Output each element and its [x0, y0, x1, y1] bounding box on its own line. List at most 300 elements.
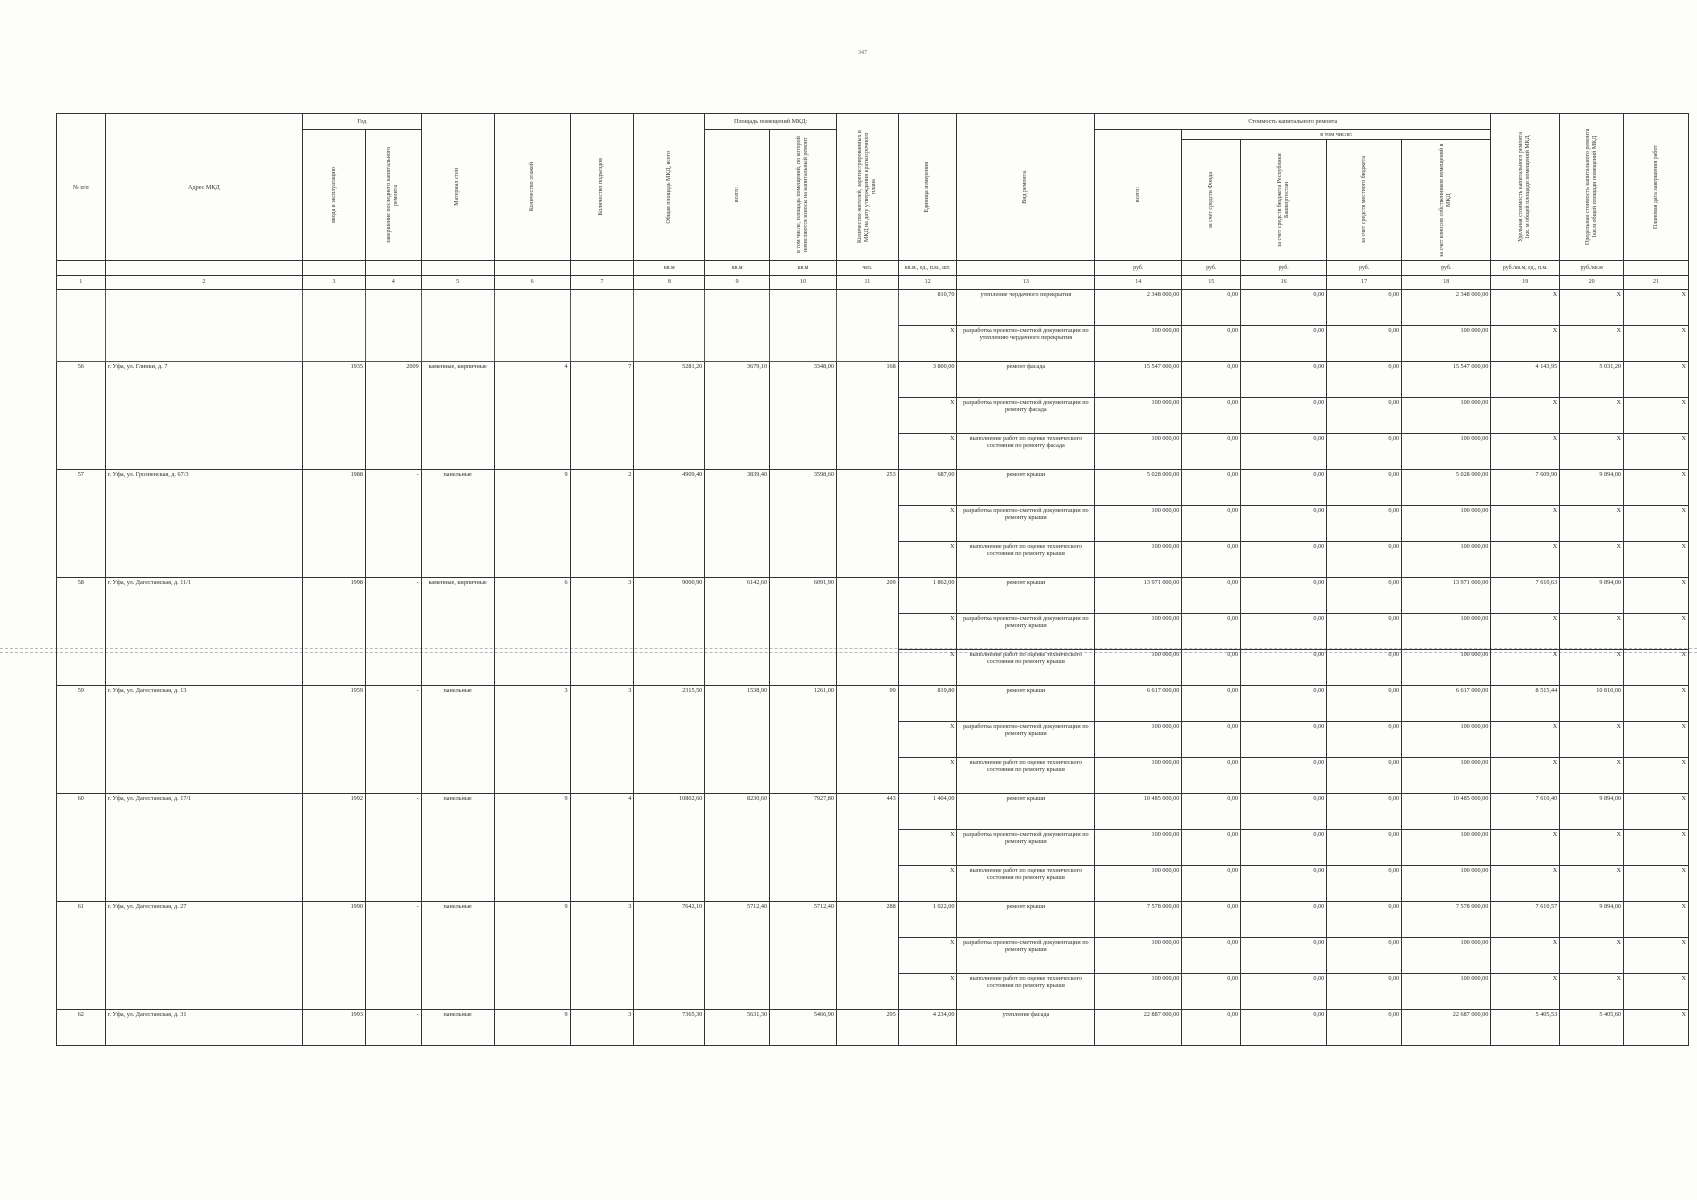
cost-fund-cell: 0,00 — [1182, 830, 1241, 866]
unit-cell: чел. — [836, 261, 898, 276]
unit-cell: руб. — [1241, 261, 1327, 276]
empty-cell — [365, 290, 421, 362]
row-number-cell: 58 — [57, 578, 106, 686]
plan-date-cell: X — [1624, 434, 1689, 470]
cost-rb-cell: 0,00 — [1241, 326, 1327, 362]
cost-rb-cell: 0,00 — [1241, 686, 1327, 722]
unit-cost-cell: X — [1491, 326, 1560, 362]
area-fee-cell: 5466,90 — [770, 1010, 837, 1046]
limit-cost-cell: X — [1560, 506, 1624, 542]
cost-total-cell: 100 000,00 — [1095, 830, 1182, 866]
cost-local-cell: 0,00 — [1327, 866, 1402, 902]
cost-owners-cell: 100 000,00 — [1402, 650, 1491, 686]
measure-cell: X — [898, 938, 957, 974]
column-number-cell: 16 — [1241, 276, 1327, 290]
cost-local-cell: 0,00 — [1327, 794, 1402, 830]
plan-date-cell: X — [1624, 542, 1689, 578]
wall-material-cell: панельные — [421, 470, 494, 578]
table-row — [57, 1010, 1689, 1046]
cost-owners-cell: 100 000,00 — [1402, 722, 1491, 758]
cost-owners-cell: 100 000,00 — [1402, 542, 1491, 578]
cost-owners-cell: 15 547 000,00 — [1402, 362, 1491, 398]
cost-local-cell: 0,00 — [1327, 506, 1402, 542]
unit-cost-cell: X — [1491, 650, 1560, 686]
cost-fund-cell: 0,00 — [1182, 722, 1241, 758]
cost-rb-cell: 0,00 — [1241, 830, 1327, 866]
repair-type-cell: ремонт крыши — [957, 470, 1095, 506]
cost-total-cell: 100 000,00 — [1095, 722, 1182, 758]
cost-local-cell: 0,00 — [1327, 722, 1402, 758]
plan-date-cell: X — [1624, 506, 1689, 542]
row-number-cell: 60 — [57, 794, 106, 902]
limit-cost-cell: X — [1560, 722, 1624, 758]
unit-cost-cell: 7 609,90 — [1491, 470, 1560, 506]
plan-date-cell: X — [1624, 1010, 1689, 1046]
plan-date-cell: X — [1624, 290, 1689, 326]
column-number-cell: 19 — [1491, 276, 1560, 290]
plan-date-cell: X — [1624, 830, 1689, 866]
header-wall-material: Материал стен — [421, 114, 494, 261]
cost-rb-cell: 0,00 — [1241, 542, 1327, 578]
plan-date-cell: X — [1624, 614, 1689, 650]
cost-fund-cell: 0,00 — [1182, 362, 1241, 398]
repair-type-cell: разработка проектно-сметной документации по ремонту крыши — [957, 938, 1095, 974]
last-repair-cell: - — [365, 470, 421, 578]
measure-cell: X — [898, 542, 957, 578]
repair-type-cell: ремонт крыши — [957, 686, 1095, 722]
repair-type-cell: выполнение работ по оценке технического состояния по ремонту фасада — [957, 434, 1095, 470]
repair-type-cell: разработка проектно-сметной документации по ремонту крыши — [957, 614, 1095, 650]
unit-cell: руб. — [1182, 261, 1241, 276]
limit-cost-cell: X — [1560, 650, 1624, 686]
total-area-cell: 10802,60 — [634, 794, 705, 902]
unit-cost-cell: X — [1491, 506, 1560, 542]
commissioned-cell: 1990 — [303, 902, 366, 1010]
unit-cost-cell: X — [1491, 830, 1560, 866]
total-area-cell: 9000,90 — [634, 578, 705, 686]
column-number-cell: 5 — [421, 276, 494, 290]
plan-date-cell: X — [1624, 938, 1689, 974]
cost-local-cell: 0,00 — [1327, 470, 1402, 506]
empty-cell — [494, 290, 570, 362]
column-number-cell: 3 — [303, 276, 366, 290]
cost-rb-cell: 0,00 — [1241, 902, 1327, 938]
cost-owners-cell: 100 000,00 — [1402, 866, 1491, 902]
floors-cell: 3 — [494, 686, 570, 794]
unit-cost-cell: 7 610,40 — [1491, 794, 1560, 830]
area-fee-cell: 3598,60 — [770, 470, 837, 578]
measure-cell: 810,70 — [898, 290, 957, 326]
address-cell: г. Уфа, ул. Дагестанская, д. 17/1 — [105, 794, 303, 902]
header-cost-group: Стоимость капитального ремонта — [1095, 114, 1491, 130]
unit-cell: руб. — [1402, 261, 1491, 276]
cost-rb-cell: 0,00 — [1241, 974, 1327, 1010]
measure-cell: 3 800,00 — [898, 362, 957, 398]
cost-owners-cell: 6 617 000,00 — [1402, 686, 1491, 722]
table-row — [57, 470, 1689, 506]
limit-cost-cell: X — [1560, 434, 1624, 470]
unit-cell: кв.м — [770, 261, 837, 276]
cost-total-cell: 22 887 000,00 — [1095, 1010, 1182, 1046]
column-number-cell: 10 — [770, 276, 837, 290]
column-number-cell: 7 — [570, 276, 634, 290]
header-commissioned: ввода в эксплуатацию — [303, 130, 366, 261]
wall-material-cell: панельные — [421, 794, 494, 902]
limit-cost-cell: 5 405,60 — [1560, 1010, 1624, 1046]
row-number-cell: 57 — [57, 470, 106, 578]
cost-total-cell: 100 000,00 — [1095, 866, 1182, 902]
address-cell: г. Уфа, ул. Дагестанская, д. 11/1 — [105, 578, 303, 686]
column-number-cell: 9 — [705, 276, 770, 290]
row-number-cell: 56 — [57, 362, 106, 470]
header-rb-budget: за счет средств бюджета Республики Башкортостан — [1241, 140, 1327, 261]
last-repair-cell: - — [365, 1010, 421, 1046]
cost-owners-cell: 2 348 000,00 — [1402, 290, 1491, 326]
repair-type-cell: утепление чердачного перекрытия — [957, 290, 1095, 326]
unit-cell: руб. — [1095, 261, 1182, 276]
header-limit-cost: Предельная стоимость капитального ремонта 1кв.м общей площади помещений МКД — [1560, 114, 1624, 261]
measure-cell: X — [898, 506, 957, 542]
cost-fund-cell: 0,00 — [1182, 290, 1241, 326]
plan-date-cell: X — [1624, 326, 1689, 362]
cost-owners-cell: 100 000,00 — [1402, 938, 1491, 974]
unit-cost-cell: X — [1491, 938, 1560, 974]
measure-cell: X — [898, 326, 957, 362]
cost-local-cell: 0,00 — [1327, 938, 1402, 974]
plan-date-cell: X — [1624, 470, 1689, 506]
area-all-cell: 8230,60 — [705, 794, 770, 902]
residents-cell: 443 — [836, 794, 898, 902]
cost-fund-cell: 0,00 — [1182, 434, 1241, 470]
repair-type-cell: разработка проектно-сметной документации по ремонту крыши — [957, 506, 1095, 542]
measure-cell: X — [898, 614, 957, 650]
repair-type-cell: разработка проектно-сметной документации по ремонту крыши — [957, 830, 1095, 866]
cost-owners-cell: 7 578 000,00 — [1402, 902, 1491, 938]
measure-cell: X — [898, 974, 957, 1010]
column-number-cell: 21 — [1624, 276, 1689, 290]
table-row — [57, 290, 1689, 326]
unit-cost-cell: 5 405,53 — [1491, 1010, 1560, 1046]
total-area-cell: 2315,50 — [634, 686, 705, 794]
cost-local-cell: 0,00 — [1327, 614, 1402, 650]
repair-type-cell: разработка проектно-сметной документации по ремонту фасада — [957, 398, 1095, 434]
cost-fund-cell: 0,00 — [1182, 650, 1241, 686]
plan-date-cell: X — [1624, 398, 1689, 434]
empty-cell — [836, 290, 898, 362]
column-number-cell: 18 — [1402, 276, 1491, 290]
column-number-cell: 4 — [365, 276, 421, 290]
page-number: 347 — [858, 50, 867, 56]
limit-cost-cell: 9 894,00 — [1560, 578, 1624, 614]
header-last-repair: завершение последнего капитального ремонта — [365, 130, 421, 261]
limit-cost-cell: X — [1560, 974, 1624, 1010]
header-repair-type: Вид ремонта — [957, 114, 1095, 261]
header-area-fee: в том числе, площадь помещений, по которой начисляются взносы на капитальный ремонт — [770, 130, 837, 261]
column-number-cell: 13 — [957, 276, 1095, 290]
floors-cell: 4 — [494, 362, 570, 470]
cost-total-cell: 100 000,00 — [1095, 614, 1182, 650]
cost-total-cell: 10 485 000,00 — [1095, 794, 1182, 830]
column-number-cell: 11 — [836, 276, 898, 290]
wall-material-cell: каменные, кирпичные — [421, 362, 494, 470]
cost-rb-cell: 0,00 — [1241, 938, 1327, 974]
area-fee-cell: 6091,90 — [770, 578, 837, 686]
area-all-cell: 1538,90 — [705, 686, 770, 794]
cost-rb-cell: 0,00 — [1241, 614, 1327, 650]
entrances-cell: 4 — [570, 794, 634, 902]
residents-cell: 99 — [836, 686, 898, 794]
address-cell: г. Уфа, ул. Дагестанская, д. 27 — [105, 902, 303, 1010]
cost-total-cell: 6 617 000,00 — [1095, 686, 1182, 722]
cost-fund-cell: 0,00 — [1182, 614, 1241, 650]
plan-date-cell: X — [1624, 650, 1689, 686]
cost-rb-cell: 0,00 — [1241, 650, 1327, 686]
cost-fund-cell: 0,00 — [1182, 578, 1241, 614]
repair-type-cell: выполнение работ по оценке технического состояния по ремонту крыши — [957, 650, 1095, 686]
unit-cost-cell: 4 143,95 — [1491, 362, 1560, 398]
header-total-area: Общая площадь МКД, всего — [634, 114, 705, 261]
cost-owners-cell: 13 971 000,00 — [1402, 578, 1491, 614]
limit-cost-cell: X — [1560, 542, 1624, 578]
cost-rb-cell: 0,00 — [1241, 398, 1327, 434]
unit-cost-cell: X — [1491, 866, 1560, 902]
floors-cell: 9 — [494, 470, 570, 578]
table-row — [57, 362, 1689, 398]
last-repair-cell: 2009 — [365, 362, 421, 470]
cost-local-cell: 0,00 — [1327, 830, 1402, 866]
cost-rb-cell: 0,00 — [1241, 866, 1327, 902]
cost-fund-cell: 0,00 — [1182, 506, 1241, 542]
cost-owners-cell: 100 000,00 — [1402, 614, 1491, 650]
unit-cost-cell: X — [1491, 614, 1560, 650]
cost-owners-cell: 100 000,00 — [1402, 398, 1491, 434]
header-address: Адрес МКД — [105, 114, 303, 261]
column-number-cell: 8 — [634, 276, 705, 290]
row-number-cell: 62 — [57, 1010, 106, 1046]
empty-cell — [570, 290, 634, 362]
limit-cost-cell: X — [1560, 830, 1624, 866]
entrances-cell: 3 — [570, 1010, 634, 1046]
wall-material-cell: панельные — [421, 686, 494, 794]
cost-fund-cell: 0,00 — [1182, 866, 1241, 902]
cost-local-cell: 0,00 — [1327, 398, 1402, 434]
limit-cost-cell: X — [1560, 398, 1624, 434]
capital-repair-table — [56, 113, 1689, 1046]
cost-rb-cell: 0,00 — [1241, 290, 1327, 326]
entrances-cell: 3 — [570, 902, 634, 1010]
measure-cell: 819,80 — [898, 686, 957, 722]
residents-cell: 168 — [836, 362, 898, 470]
cost-fund-cell: 0,00 — [1182, 398, 1241, 434]
column-number-cell: 6 — [494, 276, 570, 290]
plan-date-cell: X — [1624, 686, 1689, 722]
column-number-cell: 20 — [1560, 276, 1624, 290]
cost-local-cell: 0,00 — [1327, 362, 1402, 398]
cost-total-cell: 100 000,00 — [1095, 758, 1182, 794]
empty-cell — [634, 290, 705, 362]
cost-rb-cell: 0,00 — [1241, 722, 1327, 758]
cost-owners-cell: 100 000,00 — [1402, 434, 1491, 470]
table-row — [57, 686, 1689, 722]
table-row — [57, 902, 1689, 938]
measure-cell: 1 404,00 — [898, 794, 957, 830]
wall-material-cell: панельные — [421, 1010, 494, 1046]
floors-cell: 9 — [494, 902, 570, 1010]
table-row — [57, 578, 1689, 614]
unit-cost-cell: X — [1491, 434, 1560, 470]
last-repair-cell: - — [365, 794, 421, 902]
limit-cost-cell: X — [1560, 938, 1624, 974]
area-all-cell: 5712,40 — [705, 902, 770, 1010]
repair-type-cell: ремонт фасада — [957, 362, 1095, 398]
total-area-cell: 5281,20 — [634, 362, 705, 470]
cost-local-cell: 0,00 — [1327, 902, 1402, 938]
cost-rb-cell: 0,00 — [1241, 758, 1327, 794]
measure-cell: 687,00 — [898, 470, 957, 506]
empty-cell — [57, 290, 106, 362]
limit-cost-cell: X — [1560, 326, 1624, 362]
measure-cell: X — [898, 434, 957, 470]
cost-fund-cell: 0,00 — [1182, 938, 1241, 974]
cost-fund-cell: 0,00 — [1182, 326, 1241, 362]
repair-type-cell: выполнение работ по оценке технического состояния по ремонту крыши — [957, 974, 1095, 1010]
limit-cost-cell: X — [1560, 866, 1624, 902]
commissioned-cell: 1992 — [303, 794, 366, 902]
floors-cell: 6 — [494, 578, 570, 686]
residents-cell: 288 — [836, 902, 898, 1010]
wall-material-cell: панельные — [421, 902, 494, 1010]
cost-total-cell: 7 578 000,00 — [1095, 902, 1182, 938]
header-owners: за счет взносов собственников помещений в МКД — [1402, 140, 1491, 261]
header-incl-group: в том числе: — [1182, 130, 1491, 140]
cost-total-cell: 100 000,00 — [1095, 974, 1182, 1010]
cost-rb-cell: 0,00 — [1241, 362, 1327, 398]
repair-type-cell: ремонт крыши — [957, 578, 1095, 614]
area-fee-cell: 3348,00 — [770, 362, 837, 470]
column-number-cell: 15 — [1182, 276, 1241, 290]
repair-type-cell: ремонт крыши — [957, 794, 1095, 830]
unit-cell: руб./кв.м, ед., п.м. — [1491, 261, 1560, 276]
unit-cost-cell: X — [1491, 542, 1560, 578]
header-year-group: Год — [303, 114, 422, 130]
unit-cell: кв.м., ед., п.м., шт. — [898, 261, 957, 276]
header-cost-total: всего: — [1095, 130, 1182, 261]
cost-owners-cell: 100 000,00 — [1402, 758, 1491, 794]
area-all-cell: 3679,10 — [705, 362, 770, 470]
row-number-cell: 59 — [57, 686, 106, 794]
cost-fund-cell: 0,00 — [1182, 542, 1241, 578]
measure-cell: X — [898, 866, 957, 902]
address-cell: г. Уфа, ул. Грозненская, д. 67/3 — [105, 470, 303, 578]
cost-fund-cell: 0,00 — [1182, 794, 1241, 830]
unit-cost-cell: 7 610,57 — [1491, 902, 1560, 938]
limit-cost-cell: 9 894,00 — [1560, 794, 1624, 830]
cost-owners-cell: 22 687 000,00 — [1402, 1010, 1491, 1046]
column-number-cell: 17 — [1327, 276, 1402, 290]
cost-rb-cell: 0,00 — [1241, 578, 1327, 614]
cost-owners-cell: 100 000,00 — [1402, 974, 1491, 1010]
units-row — [57, 261, 1689, 276]
measure-cell: 1 862,00 — [898, 578, 957, 614]
residents-cell: 209 — [836, 578, 898, 686]
last-repair-cell: - — [365, 902, 421, 1010]
cost-local-cell: 0,00 — [1327, 542, 1402, 578]
commissioned-cell: 1935 — [303, 362, 366, 470]
empty-cell — [705, 290, 770, 362]
repair-type-cell: утепление фасада — [957, 1010, 1095, 1046]
cost-local-cell: 0,00 — [1327, 434, 1402, 470]
cost-owners-cell: 5 028 000,00 — [1402, 470, 1491, 506]
repair-type-cell: разработка проектно-сметной документации по ремонту крыши — [957, 722, 1095, 758]
repair-type-cell: выполнение работ по оценке технического состояния по ремонту крыши — [957, 542, 1095, 578]
unit-cost-cell: X — [1491, 398, 1560, 434]
limit-cost-cell: 5 031,20 — [1560, 362, 1624, 398]
cost-rb-cell: 0,00 — [1241, 506, 1327, 542]
entrances-cell: 2 — [570, 470, 634, 578]
last-repair-cell: - — [365, 686, 421, 794]
cost-fund-cell: 0,00 — [1182, 1010, 1241, 1046]
plan-date-cell: X — [1624, 722, 1689, 758]
cost-total-cell: 100 000,00 — [1095, 650, 1182, 686]
cost-fund-cell: 0,00 — [1182, 758, 1241, 794]
empty-cell — [303, 290, 366, 362]
unit-cell: руб. — [1327, 261, 1402, 276]
cost-rb-cell: 0,00 — [1241, 794, 1327, 830]
commissioned-cell: 1988 — [303, 470, 366, 578]
limit-cost-cell: 9 894,00 — [1560, 470, 1624, 506]
address-cell: г. Уфа, ул. Дагестанская, д. 13 — [105, 686, 303, 794]
floors-cell: 9 — [494, 1010, 570, 1046]
plan-date-cell: X — [1624, 866, 1689, 902]
header-plan-date: Плановая дата завершения работ — [1624, 114, 1689, 261]
header-residents: Количество жителей, зарегистрированных в МКД на дату утверждения краткосрочного плана — [836, 114, 898, 261]
area-fee-cell: 7927,80 — [770, 794, 837, 902]
plan-date-cell: X — [1624, 974, 1689, 1010]
unit-cost-cell: 8 515,44 — [1491, 686, 1560, 722]
measure-cell: X — [898, 830, 957, 866]
area-all-cell: 3839,40 — [705, 470, 770, 578]
plan-date-cell: X — [1624, 902, 1689, 938]
area-fee-cell: 5712,40 — [770, 902, 837, 1010]
total-area-cell: 7365,30 — [634, 1010, 705, 1046]
cost-total-cell: 100 000,00 — [1095, 506, 1182, 542]
address-cell: г. Уфа, ул. Глинки, д. 7 — [105, 362, 303, 470]
wall-material-cell: каменные, кирпичные — [421, 578, 494, 686]
plan-date-cell: X — [1624, 362, 1689, 398]
column-number-cell: 14 — [1095, 276, 1182, 290]
cost-rb-cell: 0,00 — [1241, 1010, 1327, 1046]
limit-cost-cell: X — [1560, 290, 1624, 326]
header-unit-cost: Удельная стоимость капитального ремонта 1кв. м общей площади помещений МКД — [1491, 114, 1560, 261]
plan-date-cell: X — [1624, 578, 1689, 614]
area-fee-cell: 1261,00 — [770, 686, 837, 794]
empty-cell — [421, 290, 494, 362]
floors-cell: 9 — [494, 794, 570, 902]
residents-cell: 253 — [836, 470, 898, 578]
cost-local-cell: 0,00 — [1327, 578, 1402, 614]
last-repair-cell: - — [365, 578, 421, 686]
cost-local-cell: 0,00 — [1327, 686, 1402, 722]
residents-cell: 295 — [836, 1010, 898, 1046]
header-num: № п/п — [57, 114, 106, 261]
header-local-budget: за счет средств местного бюджета — [1327, 140, 1402, 261]
header-entrances: Количество подъездов — [570, 114, 634, 261]
unit-cell: руб./кв.м — [1560, 261, 1624, 276]
cost-local-cell: 0,00 — [1327, 650, 1402, 686]
cost-local-cell: 0,00 — [1327, 758, 1402, 794]
limit-cost-cell: X — [1560, 758, 1624, 794]
area-all-cell: 5631,30 — [705, 1010, 770, 1046]
